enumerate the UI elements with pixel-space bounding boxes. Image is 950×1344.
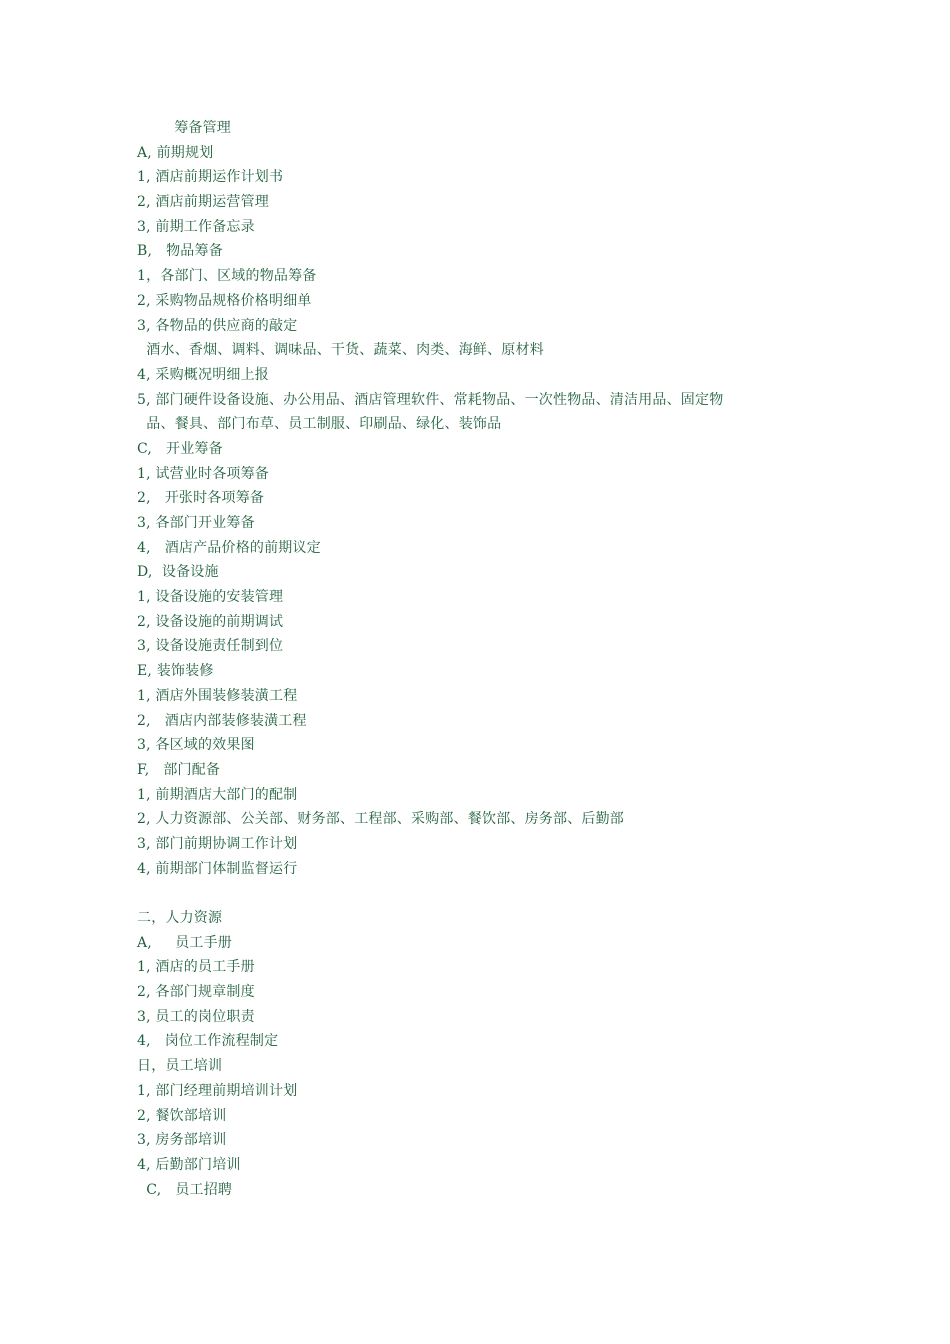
section-heading: D, 设备设施 <box>137 564 219 581</box>
blank-line <box>137 881 837 906</box>
list-item-continuation: 酒水、香烟、调料、调味品、干货、蔬菜、肉类、海鲜、原材料 <box>137 342 544 359</box>
list-item: 1, 酒店的员工手册 <box>137 959 255 976</box>
list-item: 4, 前期部门体制监督运行 <box>137 860 298 877</box>
list-item: 3, 各区域的效果图 <box>137 737 255 754</box>
list-item: 1, 酒店外围装修装潢工程 <box>137 687 298 704</box>
list-item: 2, 人力资源部、公关部、财务部、工程部、采购部、餐饮部、房务部、后勤部 <box>137 811 625 828</box>
section-heading: E, 装饰装修 <box>137 663 214 680</box>
list-item: 3, 部门前期协调工作计划 <box>137 835 298 852</box>
list-item: 1, 试营业时各项筹备 <box>137 465 270 482</box>
list-item: 3, 房务部培训 <box>137 1132 227 1149</box>
list-item: 3, 各部门开业筹备 <box>137 515 255 531</box>
section-heading: A, 前期规划 <box>137 144 214 161</box>
list-item: 2, 采购物品规格价格明细单 <box>137 292 312 309</box>
list-item: 2, 酒店前期运营管理 <box>137 194 270 211</box>
list-item: 2, 设备设施的前期调试 <box>137 613 284 630</box>
list-item: 3, 前期工作备忘录 <box>137 218 255 235</box>
list-item: 3, 员工的岗位职责 <box>137 1008 255 1025</box>
section-heading: F, 部门配备 <box>137 761 221 778</box>
list-item: 1, 设备设施的安装管理 <box>137 589 284 606</box>
list-item: 4, 后勤部门培训 <box>137 1156 241 1173</box>
section-heading: C, 员工招聘 <box>137 1181 233 1198</box>
list-item: 5, 部门硬件设备设施、办公用品、酒店管理软件、常耗物品、一次性物品、清洁用品、固定物 <box>137 391 724 408</box>
list-item: 3, 各物品的供应商的敲定 <box>137 317 298 334</box>
list-item: 1, 前期酒店大部门的配制 <box>137 786 298 803</box>
document-body <box>137 116 837 1202</box>
list-item: 2, 开张时各项筹备 <box>137 490 265 507</box>
chapter-heading: 二，人力资源 <box>137 910 223 926</box>
list-item: 1, 部门经理前期培训计划 <box>137 1082 298 1099</box>
section-heading: A, 员工手册 <box>137 934 233 951</box>
list-item: 3, 设备设施责任制到位 <box>137 638 284 655</box>
list-item: 4, 采购概况明细上报 <box>137 366 270 383</box>
section-heading: 日，员工培训 <box>137 1058 223 1075</box>
list-item: 2, 各部门规章制度 <box>137 984 255 1001</box>
list-item: 1, 酒店前期运作计划书 <box>137 169 284 186</box>
section-heading: C, 开业筹备 <box>137 440 223 457</box>
list-item: 2, 餐饮部培训 <box>137 1107 227 1124</box>
section-heading: B, 物品筹备 <box>137 243 223 260</box>
list-item: 4, 酒店产品价格的前期议定 <box>137 539 321 556</box>
list-item: 1，各部门、区域的物品筹备 <box>137 268 317 285</box>
list-item: 4, 岗位工作流程制定 <box>137 1033 279 1050</box>
list-item: 2, 酒店内部装修装潢工程 <box>137 712 307 729</box>
list-item-continuation: 品、餐具、部门布草、员工制服、印刷品、绿化、装饰品 <box>137 416 502 433</box>
section-title: 筹备管理 <box>137 120 232 136</box>
